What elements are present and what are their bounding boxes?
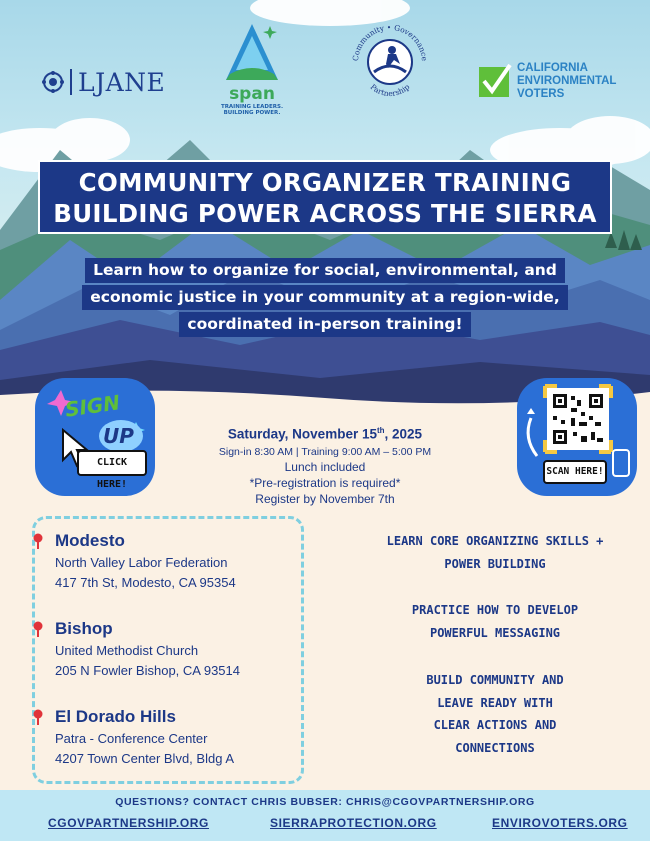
event-times: Sign-in 8:30 AM | Training 9:00 AM – 5:00 PM (218, 445, 432, 458)
location-address: 4207 Town Center Blvd, Bldg A (55, 751, 234, 766)
skill-line: POWERFUL MESSAGING (429, 625, 561, 640)
skill-line: BUILD COMMUNITY AND (426, 673, 564, 687)
skill-item (355, 599, 635, 644)
cev-logo (478, 60, 638, 102)
cev-line-3: VOTERS (517, 87, 565, 100)
skill-item (355, 530, 635, 575)
title-line-2: BUILDING POWER ACROSS THE SIERRA (53, 199, 597, 228)
skill-line: PRACTICE HOW TO DEVELOP (411, 603, 579, 617)
ljane-mark-icon (42, 71, 64, 93)
map-pin-icon (33, 621, 43, 637)
skill-item (355, 669, 635, 759)
skill-line: LEAVE READY WITH (437, 695, 553, 710)
location-venue: Patra - Conference Center (55, 731, 208, 746)
skill-line: CLEAR ACTIONS AND (433, 718, 557, 732)
span-mountain-icon (222, 22, 282, 84)
event-preregistration: *Pre-registration is required* (249, 475, 401, 490)
skill-line: POWER BUILDING (444, 556, 546, 571)
footer (0, 790, 650, 841)
map-pin-icon (33, 709, 43, 725)
span-logo (212, 22, 292, 122)
location-venue: United Methodist Church (55, 643, 199, 658)
ljane-logo (42, 62, 177, 102)
location-venue: North Valley Labor Federation (55, 555, 228, 570)
intro-line-3: coordinated in-person training! (179, 312, 470, 337)
scan-here-label: SCAN HERE! (543, 460, 607, 484)
location-city: El Dorado Hills (55, 707, 176, 726)
ljane-divider (70, 69, 72, 95)
intro-line-1: Learn how to organize for social, environmental, and (85, 258, 565, 283)
cev-line-2: ENVIRONMENTAL (517, 74, 617, 87)
cgp-logo (348, 20, 432, 112)
map-pin-icon (33, 533, 43, 549)
sign-text: SIGN (63, 390, 122, 422)
checkmark-icon (478, 63, 512, 99)
event-details (180, 426, 470, 506)
page-title (38, 160, 612, 234)
intro-line-2: economic justice in your community at a region-wide, (82, 285, 567, 310)
title-line-1: COMMUNITY ORGANIZER TRAINING (78, 168, 572, 197)
locations-box (32, 516, 304, 784)
contact-text: QUESTIONS? CONTACT CHRIS BUBSER: CHRIS@CGOVPARTNERSHIP.ORG (115, 796, 535, 808)
ljane-logo-text: LJANE (78, 67, 166, 97)
cgp-seal-top-text: Community • Governance (350, 22, 430, 62)
skill-line: CONNECTIONS (455, 740, 535, 755)
location-city: Modesto (55, 531, 125, 550)
click-here-label: CLICK HERE! (77, 450, 147, 476)
cgp-seal-icon (348, 20, 432, 104)
span-tagline-1: TRAINING LEADERS. (220, 104, 284, 110)
intro-text (20, 258, 630, 339)
cgp-seal-bottom-text: Partnership (368, 82, 412, 99)
span-logo-word: span (229, 84, 275, 104)
phone-icon (613, 450, 629, 476)
cgovpartnership-link[interactable]: CGOVPARTNERSHIP.ORG (48, 816, 209, 830)
up-text: UP (103, 424, 134, 448)
sign-up-button[interactable] (35, 378, 155, 496)
skill-line: LEARN CORE ORGANIZING SKILLS + (386, 534, 604, 548)
event-deadline: Register by November 7th (255, 491, 395, 506)
event-lunch: Lunch included (284, 459, 366, 474)
envirovoters-link[interactable]: ENVIROVOTERS.ORG (492, 816, 628, 830)
location-city: Bishop (55, 619, 113, 638)
sierraprotection-link[interactable]: SIERRAPROTECTION.ORG (270, 816, 437, 830)
event-date: Saturday, November 15th, 2025 (227, 426, 423, 442)
scan-qr-button[interactable] (517, 378, 637, 496)
span-tagline-2: BUILDING POWER. (223, 110, 281, 117)
cev-line-1: CALIFORNIA (517, 61, 588, 74)
location-address: 417 7th St, Modesto, CA 95354 (55, 575, 236, 590)
location-address: 205 N Fowler Bishop, CA 93514 (55, 663, 240, 678)
